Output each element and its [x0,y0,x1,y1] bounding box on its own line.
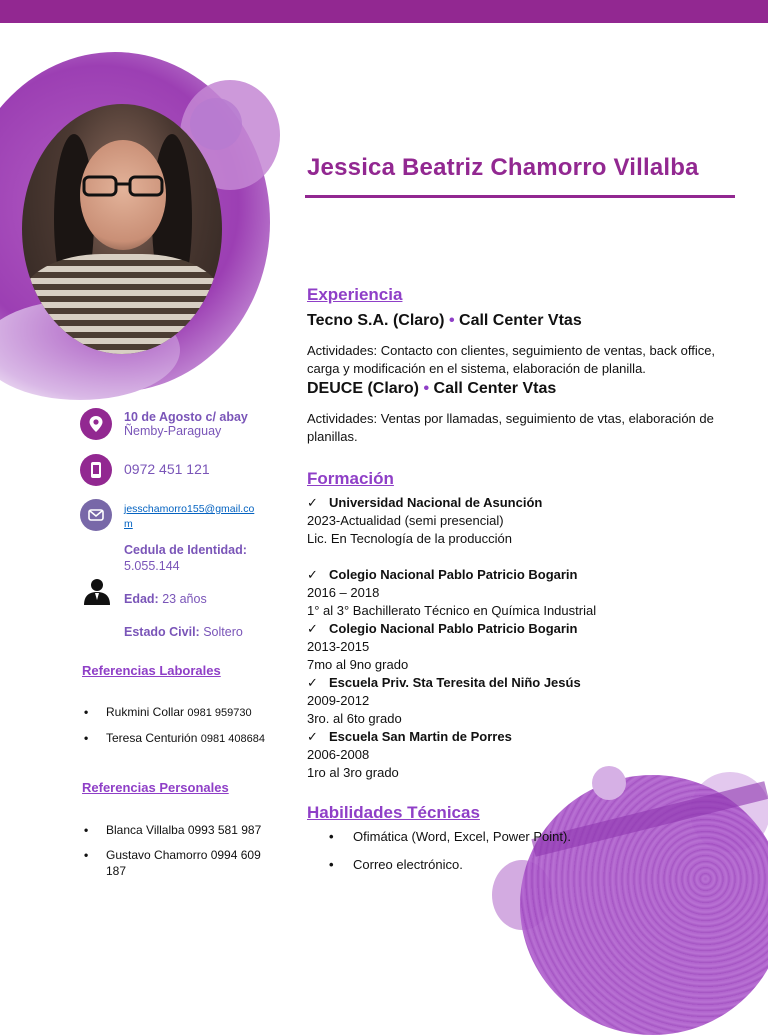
purple-dot [190,98,242,150]
education-item: ✓ Escuela Priv. Sta Teresita del Niño Jesús 2009-2012 3ro. al 6to grado [307,675,581,726]
id-block [124,542,314,574]
list-item: • Rukmini Collar 0981 959730 [82,704,272,721]
email-icon [80,499,112,531]
main-content [307,286,739,884]
id-value: 5.055.144 [124,559,180,573]
age-label: Edad: [124,592,159,606]
id-label: Cedula de Identidad: [124,543,247,557]
civil-value: Soltero [203,625,243,639]
profile-photo [22,104,222,354]
civil-block [124,625,314,639]
job-description: Actividades: Ventas por llamadas, seguimiento de vtas, elaboración de planillas. [307,411,714,444]
full-name: Jessica Beatriz Chamorro Villalba [307,154,699,181]
location-icon [80,408,112,440]
list-item: • Blanca Villalba 0993 581 987 [82,822,272,838]
personal-references-title: Referencias Personales [82,780,229,795]
education-item: ✓ Colegio Nacional Pablo Patricio Bogarin 2013-2015 7mo al 9no grado [307,621,578,672]
address-line-2: Ñemby-Paraguay [124,424,222,438]
job-title: DEUCE (Claro) • Call Center Vtas [307,380,557,397]
work-references-title: Referencias Laborales [82,663,221,678]
list-item: • Gustavo Chamorro 0994 609 187 [82,847,272,879]
email-link[interactable]: jesschamorro155@gmail.com [124,503,255,530]
job-title: Tecno S.A. (Claro) • Call Center Vtas [307,312,582,329]
personal-references-list [82,822,272,888]
list-item: • Ofimática (Word, Excel, Power Point). [329,828,739,846]
name-underline [305,195,735,198]
email-block [124,501,259,531]
age-block [124,592,314,606]
top-banner [0,0,768,23]
phone-icon [80,454,112,486]
age-value: 23 años [162,592,207,606]
experience-title: Experiencia [307,285,403,304]
work-references-list [82,704,272,756]
civil-label: Estado Civil: [124,625,200,639]
address-line-1: 10 de Agosto c/ abay [124,410,248,424]
skills-list [329,828,739,874]
education-item: ✓ Escuela San Martin de Porres 2006-2008 1ro al 3ro grado [307,729,512,780]
phone-number: 0972 451 121 [124,461,210,477]
education-title: Formación [307,469,394,488]
list-item: • Correo electrónico. [329,856,739,874]
phone-block [124,461,314,477]
education-item: ✓ Colegio Nacional Pablo Patricio Bogarin 2016 – 2018 1° al 3° Bachillerato Técnico en Química Industrial [307,567,597,618]
skills-title: Habilidades Técnicas [307,803,480,822]
person-icon [82,578,112,606]
address-block [124,410,314,438]
job-description: Actividades: Contacto con clientes, seguimiento de ventas, back office, carga y modificación en el sistema, elaboración de planilla. [307,343,716,376]
education-item: ✓ Universidad Nacional de Asunción 2023-Actualidad (semi presencial) Lic. En Tecnología de la producción [307,495,543,546]
list-item: • Teresa Centurión 0981 408684 [82,730,272,747]
